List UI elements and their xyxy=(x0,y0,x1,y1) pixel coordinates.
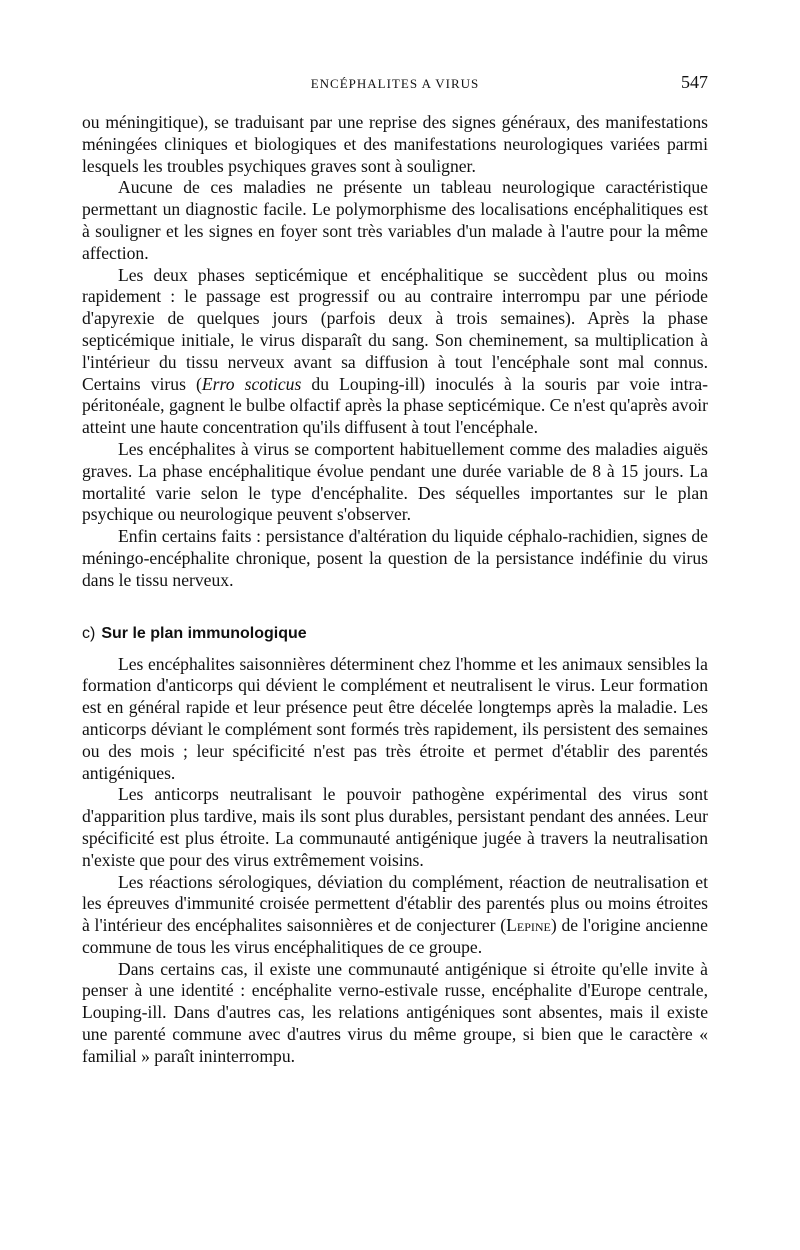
running-title: ENCÉPHALITES A VIRUS xyxy=(310,76,480,91)
paragraph-8-part-b: ) de l'origine ancienne commune de tous les virus encéphalitiques de ce groupe. xyxy=(82,915,708,957)
paragraph-4: Les encéphalites à virus se comportent habituellement comme des maladies aiguës graves. La phase encéphalitique évolue pendant une durée variable de 8 à 15 jours. La mortalité varie selon le type d'encéphalite. Des séquelles importantes sur le plan psychique ou neurologique peuvent s'observer. xyxy=(82,438,708,525)
paragraph-3-part-a: Les deux phases septicémique et encéphalitique se succèdent plus ou moins rapidement : le passage est progressif ou au contraire interrompu par une période d'apyrexie de quelques jours (parfois deux à trois semaines). Après la phase septicémique initiale, le virus disparaît du sang. Son cheminement, sa multiplication à l'intérieur du tissu nerveux avant sa diffusion à tout l'encéphale sont mal connus. Certains virus ( xyxy=(82,264,708,394)
paragraph-3-part-b: du Louping-ill) inoculés à la souris par voie intra-péritonéale, gagnent le bulbe olfactif après la phase septicémique. Ce n'est qu'après avoir atteint une haute concentration qu'ils diffusent à tout l'encéphale. xyxy=(82,373,708,438)
running-header xyxy=(82,70,708,96)
page-number: 547 xyxy=(681,72,708,92)
paragraph-9: Dans certains cas, il existe une communauté antigénique si étroite qu'elle invite à penser à une identité : encéphalite verno-estivale russe, encéphalite d'Europe centrale, Louping-ill. Dans d'autres cas, les relations antigéniques sont absentes, mais il existe une parenté commune avec d'autres virus du même groupe, si bien que le caractère « familial » paraît ininterrompu. xyxy=(82,958,708,1066)
section-label: c) xyxy=(82,624,96,642)
author-name: Lepine xyxy=(506,915,551,936)
species-name: Erro scoticus xyxy=(201,373,302,394)
document-page xyxy=(82,70,708,1068)
paragraph-7: Les anticorps neutralisant le pouvoir pathogène expérimental des virus sont d'apparition plus tardive, mais ils sont plus durables, persistant pendant des années. Leur spécificité est plus étroite. La communauté antigénique jugée à travers la neutralisation n'existe que pour des virus extrêmement voisins. xyxy=(82,784,708,870)
paragraph-8-part-a: Les réactions sérologiques, déviation du complément, réaction de neutralisation et les épreuves d'immunité croisée permettent d'établir des parentés plus ou moins étroites à l'intérieur des encéphalites saisonnières et de conjecturer ( xyxy=(82,871,708,936)
paragraph-5: Enfin certains faits : persistance d'altération du liquide céphalo-rachidien, signes de méningo-encéphalite chronique, posent la question de la persistance indéfinie du virus dans le tissu nerveux. xyxy=(82,526,708,590)
paragraph-6: Les encéphalites saisonnières déterminent chez l'homme et les animaux sensibles la formation d'anticorps qui dévient le complément et neutralisent le virus. Leur formation est en général rapide et leur présence peut être décelée longtemps après la maladie. Les anticorps déviant le complément sont formés très rapidement, ils persistent des semaines ou des mois ; leur spécificité n'est pas très étroite et permet d'établir des parentés antigéniques. xyxy=(82,653,708,783)
section-heading xyxy=(82,625,708,643)
paragraph-3 xyxy=(82,265,708,439)
section-title: Sur le plan immunologique xyxy=(101,624,307,642)
paragraph-1: ou méningitique), se traduisant par une reprise des signes généraux, des manifestations méningées cliniques et biologiques et des manifestations neurologiques variées parmi lesquels les troubles psychiques graves sont à souligner. xyxy=(82,112,708,176)
paragraph-2: Aucune de ces maladies ne présente un tableau neurologique caractéristique permettant un diagnostic facile. Le polymorphisme des localisations encéphalitiques est à souligner et les signes en foyer sont très variables d'un malade à l'autre pour la même affection. xyxy=(82,177,708,263)
paragraph-8 xyxy=(82,872,708,959)
